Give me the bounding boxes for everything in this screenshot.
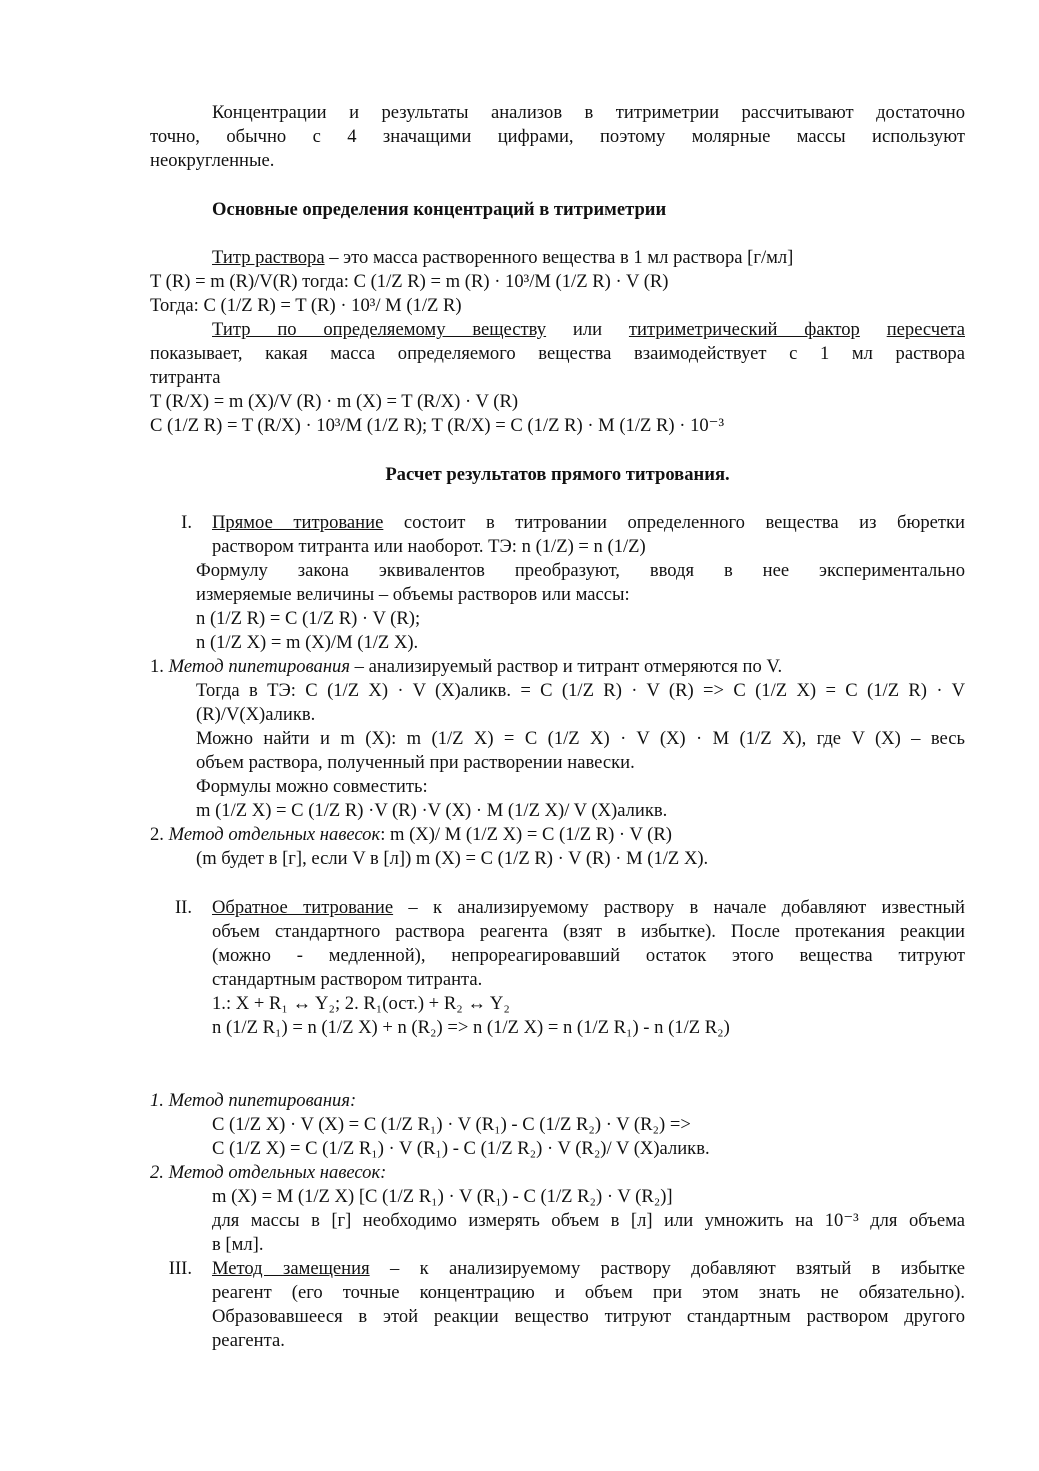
pipetting-line-4: объем раствора, полученный при растворении навески. [196,752,635,773]
method-pipetting-heading: 1. Метод пипетирования – анализируемый раствор и титрант отмеряются по V. [150,656,783,677]
back-pipetting-heading: 1. Метод пипетирования: [150,1090,357,1111]
titer-def: – это масса растворенного вещества в 1 мл раствора [г/мл] [324,247,794,268]
titer-line-5: показывает, какая масса определяемого вещества взаимодействует с 1 мл раствора [150,343,965,364]
section-3-line-1: Метод замещения – к анализируемому раствору добавляют взятый в избытке [212,1258,965,1279]
heading-direct-titration: Расчет результатов прямого титрования. [385,464,730,485]
titer-line-6: титранта [150,367,221,388]
method-weighing-heading: 2. Метод отдельных навесок: m (X)/ M (1/Z X) = C (1/Z R) · V (R) [150,824,672,845]
substitution-method-term: Метод замещения [212,1258,370,1279]
method-pipetting-name: Метод пипетирования [168,656,350,677]
formula-titer-1: T (R) = m (R)/V(R) тогда: C (1/Z R) = m (R) · 10³/M (1/Z R) · V (R) [150,271,669,292]
titer-by-analyte-term: Титр по определяемому веществу [212,319,547,340]
heading-definitions: Основные определения концентраций в титриметрии [212,199,667,220]
pipetting-line-3: Можно найти и m (X): m (1/Z X) = C (1/Z X) · V (X) · M (1/Z X), где V (X) – весь [196,728,965,749]
pipetting-line-5: Формулы можно совместить: [196,776,428,797]
back-weighing-line-1: m (X) = M (1/Z X) [C (1/Z R₁) · V (R₁) - C (1/Z R₂) · V (R₂)] [212,1186,673,1207]
intro-line-1: Концентрации и результаты анализов в титриметрии рассчитывают достаточно [212,102,965,123]
formula-titer-4: C (1/Z R) = T (R/X) · 10³/M (1/Z R); T (R/X) = C (1/Z R) · M (1/Z R) · 10⁻³ [150,415,725,436]
conversion-term: пересчета [886,319,965,340]
section-2-line-1: Обратное титрование – к анализируемому раствору в начале добавляют известный [212,897,965,918]
back-pipetting-line-1: C (1/Z X) · V (X) = C (1/Z R₁) · V (R₁) - C (1/Z R₂) · V (R₂) => [212,1114,691,1135]
pipetting-line-6: m (1/Z X) = C (1/Z R) ·V (R) ·V (X) · M (1/Z X)/ V (X)аликв. [196,800,668,821]
titer-definition [212,246,965,270]
titer-term: Титр раствора [212,247,325,268]
titer-by-analyte-line: Титр по определяемому веществу или титриметрический фактор пересчета [212,319,965,340]
section-1-number: I. [181,512,192,533]
section-1-line-1: Прямое титрование состоит в титровании определенного вещества из бюретки [212,512,966,533]
method-weighing-name: Метод отдельных навесок [168,824,381,845]
pipetting-line-2: (R)/V(X)аликв. [196,704,316,725]
back-weighing-line-3: в [мл]. [212,1234,264,1255]
pipetting-line-1: Тогда в ТЭ: C (1/Z X) · V (X)аликв. = C (1/Z R) · V (R) => C (1/Z X) = C (1/Z R) · V [196,680,965,701]
section-1-line-2: раствором титранта или наоборот. ТЭ: n (1/Z) = n (1/Z) [212,536,646,557]
section-3-number: III. [168,1258,192,1279]
section-2-line-4: стандартным раствором титранта. [212,969,483,990]
formula-titer-2: Тогда: C (1/Z R) = T (R) · 10³/ M (1/Z R) [150,295,462,316]
section-3-line-3: Образовавшееся в этой реакции вещество титруют стандартным раствором другого [212,1306,965,1327]
section-3-line-2: реагент (его точные концентрацию и объем при этом знать не обязательно). [212,1282,965,1303]
formula-titer-3: T (R/X) = m (X)/V (R) · m (X) = T (R/X) · V (R) [150,391,519,412]
formula-n-r: n (1/Z R) = C (1/Z R) · V (R); [196,608,421,629]
section-2-line-3: (можно - медленной), непрореагировавший остаток этого вещества титруют [212,945,965,966]
formula-n-x: n (1/Z X) = m (X)/M (1/Z X). [196,632,419,653]
back-titration-term: Обратное титрование [212,897,394,918]
section-2-number: II. [174,897,192,918]
direct-titration-term: Прямое титрование [212,512,384,533]
back-titration-formula: n (1/Z R₁) = n (1/Z X) + n (R₂) => n (1/Z X) = n (1/Z R₁) - n (1/Z R₂) [212,1017,730,1038]
titrimetric-factor-term: титриметрический фактор [628,319,860,340]
section-3-line-4: реагента. [212,1330,285,1351]
section-1-line-4: измеряемые величины – объемы растворов или массы: [196,584,630,605]
reaction-scheme: 1.: X + R₁ ↔ Y₂; 2. R₁(ост.) + R₂ ↔ Y₂ [212,993,510,1014]
weighing-line-1: (m будет в [г], если V в [л]) m (X) = C (1/Z R) · V (R) · M (1/Z X). [196,848,709,869]
back-weighing-heading: 2. Метод отдельных навесок: [150,1162,387,1183]
section-1-line-3: Формулу закона эквивалентов преобразуют, вводя в нее экспериментально [196,560,965,581]
back-weighing-line-2: для массы в [г] необходимо измерять объем в [л] или умножить на 10⁻³ для объема [212,1210,965,1231]
section-2-line-2: объем стандартного раствора реагента (взят в избытке). После протекания реакции [212,921,965,942]
intro-line-2: точно, обычно с 4 значащими цифрами, поэтому молярные массы используют [150,126,965,147]
intro-line-3: неокругленные. [150,150,275,171]
back-pipetting-line-2: C (1/Z X) = C (1/Z R₁) · V (R₁) - C (1/Z R₂) · V (R₂)/ V (X)аликв. [212,1138,710,1159]
